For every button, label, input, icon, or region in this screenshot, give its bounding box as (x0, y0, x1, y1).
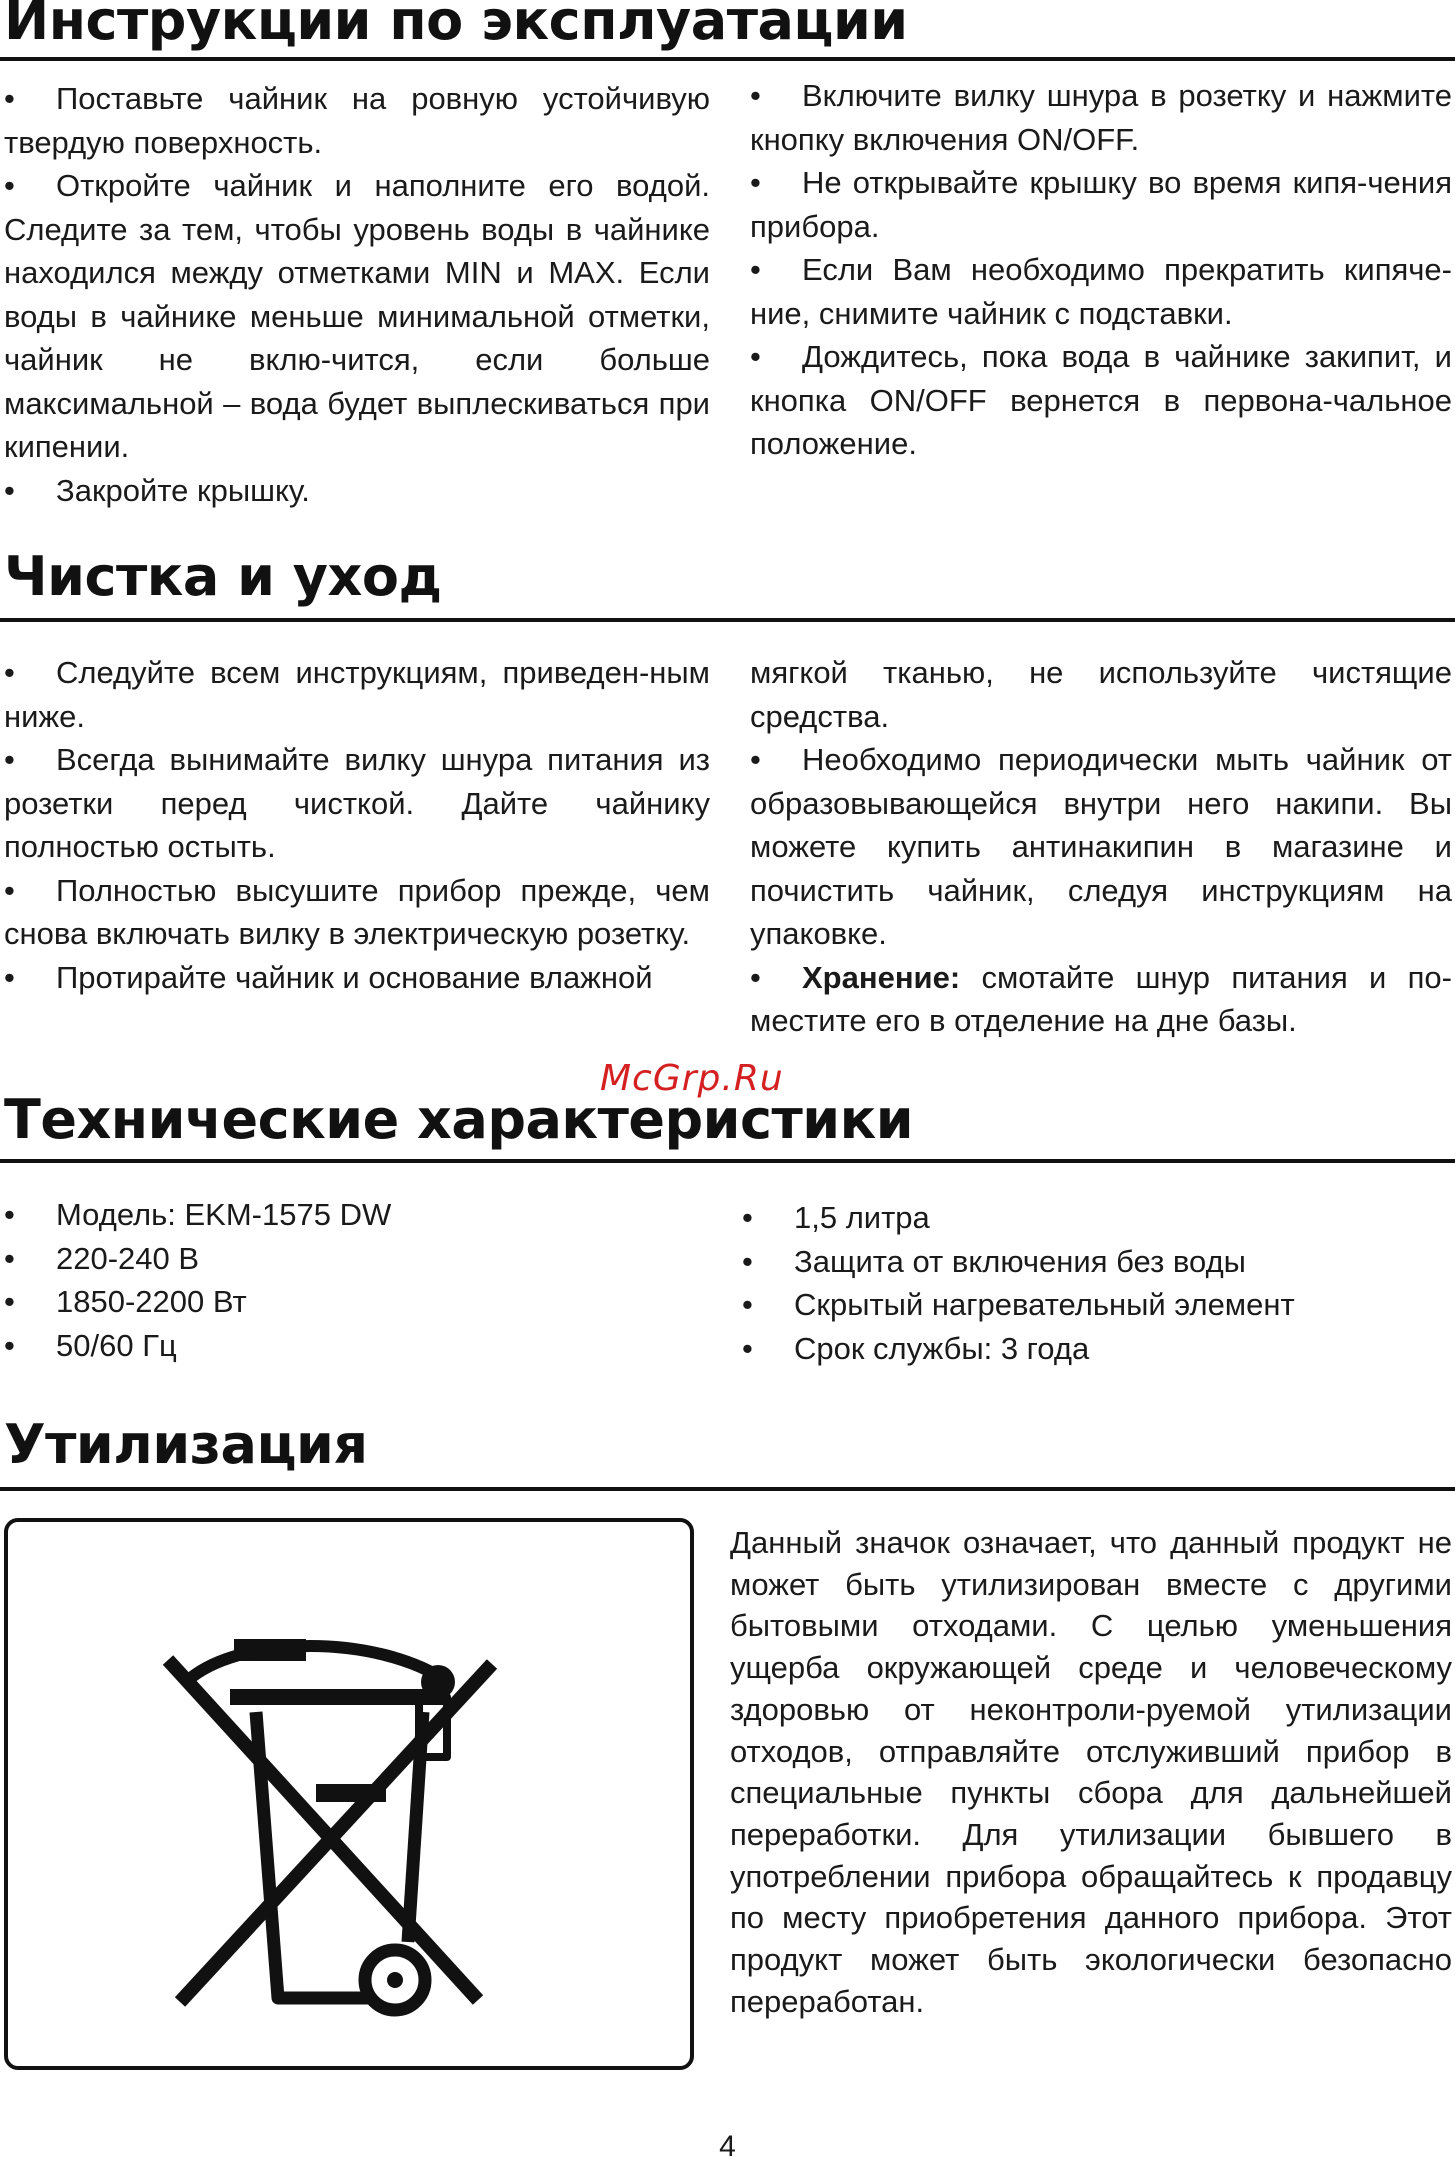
watermark: McGrp.Ru (600, 1058, 784, 1099)
specs-left-list (4, 1193, 391, 1367)
list-item: • 220-240 В (4, 1240, 200, 1276)
section-title-cleaning: Чистка и уход (4, 545, 442, 608)
list-item: • Закройте крышку. (4, 472, 310, 508)
disposal-paragraph: Данный значок означает, что данный продукт не может быть утилизирован вместе с другими бытовыми отходами. С целью уменьшения ущерба окружающей среде и человеческому здоровью от неконтроли-руемой утилизации отходов, отправляйте отслуживший прибор в специальные пункты сбора для дальнейшей переработки. Для утилизации бывшего в употреблении прибора обращайтесь к продавцу по месту приобретения данного прибора. Этот продукт может быть экологически безопасно переработан. (730, 1525, 1452, 2019)
list-item: • Следуйте всем инструкциям, приведен-ным ниже. (4, 655, 710, 734)
list-item: • Полностью высушите прибор прежде, чем снова включать вилку в электрическую розетку. (4, 872, 710, 951)
section-title-specs: Технические характеристики (4, 1088, 914, 1151)
list-item-storage: • Хранение: смотайте шнур питания и по-местите его в отделение на дне базы. (750, 959, 1452, 1038)
cleaning-left-column (4, 651, 710, 999)
section-title-operation: Инструкции по эксплуатации (4, 0, 908, 52)
cleaning-right-column (750, 651, 1452, 1043)
list-item: • Протирайте чайник и основание влажной (4, 959, 653, 995)
list-item: • 50/60 Гц (4, 1327, 177, 1363)
list-item: • Срок службы: 3 года (742, 1330, 1090, 1366)
section-title-disposal: Утилизация (4, 1413, 368, 1476)
page-number: 4 (719, 2130, 736, 2163)
section-rule (0, 57, 1455, 61)
disposal-text (730, 1522, 1452, 2022)
list-item: • Защита от включения без воды (742, 1243, 1246, 1279)
list-item: • Поставьте чайник на ровную устойчивую твердую поверхность. (4, 81, 710, 160)
list-item: • 1850-2200 Вт (4, 1284, 247, 1319)
list-item: • Не открывайте крышку во время кипя-чения прибора. (750, 165, 1452, 244)
section-rule (0, 1487, 1455, 1491)
section-rule (0, 1159, 1455, 1163)
list-item: • Если Вам необходимо прекратить кипяче-ние, снимите чайник с подставки. (750, 252, 1452, 331)
storage-label: Хранение: (802, 959, 961, 995)
operation-left-column (4, 77, 710, 512)
list-item: • 1,5 литра (742, 1200, 930, 1235)
list-item: • Всегда вынимайте вилку шнура питания из розетки перед чисткой. Дайте чайнику полностью остыть. (4, 742, 710, 864)
list-item: • Включите вилку шнура в розетку и нажмите кнопку включения ON/OFF. (750, 78, 1452, 157)
list-item: • Дождитесь, пока вода в чайнике закипит, и кнопка ON/OFF вернется в первона-чальное положение. (750, 339, 1452, 461)
list-item: • Необходимо периодически мыть чайник от образовывающейся внутри него накипи. Вы можете купить антинакипин в магазине и почистить чайник, следуя инструкциям на упаковке. (750, 742, 1452, 951)
crossed-out-wheelie-bin-icon (8, 1522, 690, 2066)
list-item-continuation: мягкой тканью, не используйте чистящие средства. (750, 655, 1452, 734)
recycle-symbol-box (4, 1518, 694, 2070)
section-rule (0, 618, 1455, 622)
list-item: • Откройте чайник и наполните его водой. Следите за тем, чтобы уровень воды в чайнике находился между отметками MIN и MAX. Если воды в чайнике меньше минимальной отметки, чайник не вклю-чится, если больше максимальной – вода будет выплескиваться при кипении. (4, 168, 710, 464)
list-item: • Модель: EKM-1575 DW (4, 1197, 392, 1232)
operation-right-column (750, 74, 1452, 466)
specs-right-list (742, 1196, 1295, 1370)
list-item: • Скрытый нагревательный элемент (742, 1287, 1295, 1322)
